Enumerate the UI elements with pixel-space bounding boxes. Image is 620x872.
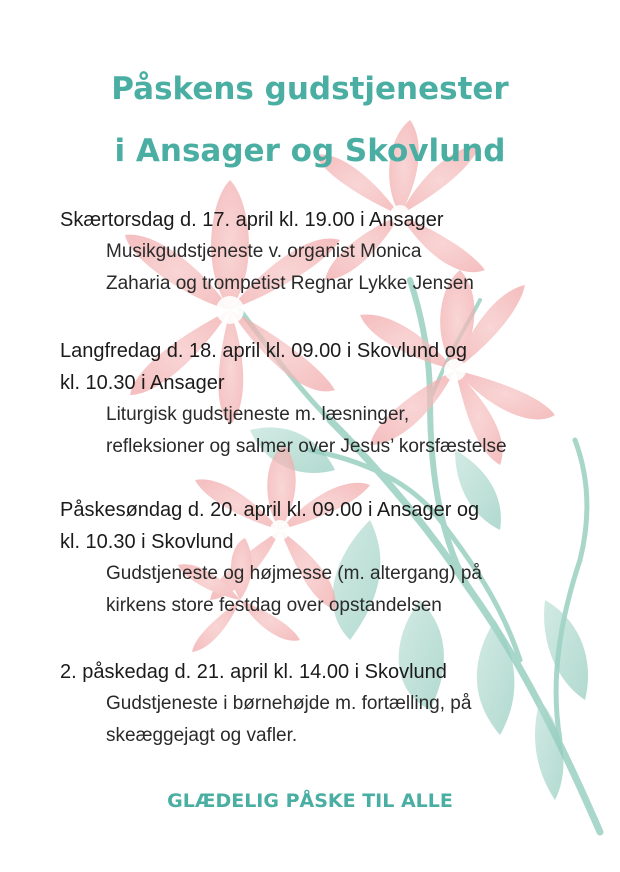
greeting-footer: GLÆDELIG PÅSKE TIL ALLE bbox=[167, 790, 453, 812]
service-heading: Langfredag d. 18. april kl. 09.00 i Skovlund og bbox=[60, 340, 467, 362]
service-skaertorsdag bbox=[60, 204, 600, 300]
service-langfredag bbox=[60, 335, 600, 463]
service-description-line: Gudstjeneste og højmesse (m. altergang) på bbox=[106, 563, 482, 584]
service-description-line: Gudstjeneste i børnehøjde m. fortælling, på bbox=[106, 693, 472, 714]
page-title bbox=[0, 58, 620, 182]
service-description-line: Musikgudstjeneste v. organist Monica bbox=[106, 241, 422, 262]
title-line-2: i Ansager og Skovlund bbox=[114, 133, 506, 169]
service-2-paaskedag bbox=[60, 656, 600, 752]
title-line-1: Påskens gudstjenester bbox=[111, 71, 509, 107]
service-heading: kl. 10.30 i Ansager bbox=[60, 372, 225, 394]
service-heading: 2. påskedag d. 21. april kl. 14.00 i Skovlund bbox=[60, 661, 447, 683]
service-description-line: refleksioner og salmer over Jesus’ korsfæstelse bbox=[106, 436, 507, 457]
service-heading: Skærtorsdag d. 17. april kl. 19.00 i Ansager bbox=[60, 209, 444, 231]
service-paaskesoendag bbox=[60, 494, 600, 622]
service-description-line: skeæggejagt og vafler. bbox=[106, 725, 298, 746]
service-description-line: kirkens store festdag over opstandelsen bbox=[106, 595, 442, 616]
service-description-line: Liturgisk gudstjeneste m. læsninger, bbox=[106, 404, 410, 425]
service-heading: Påskesøndag d. 20. april kl. 09.00 i Ansager og bbox=[60, 499, 480, 521]
service-heading: kl. 10.30 i Skovlund bbox=[60, 531, 234, 553]
service-description-line: Zaharia og trompetist Regnar Lykke Jensen bbox=[106, 273, 474, 294]
